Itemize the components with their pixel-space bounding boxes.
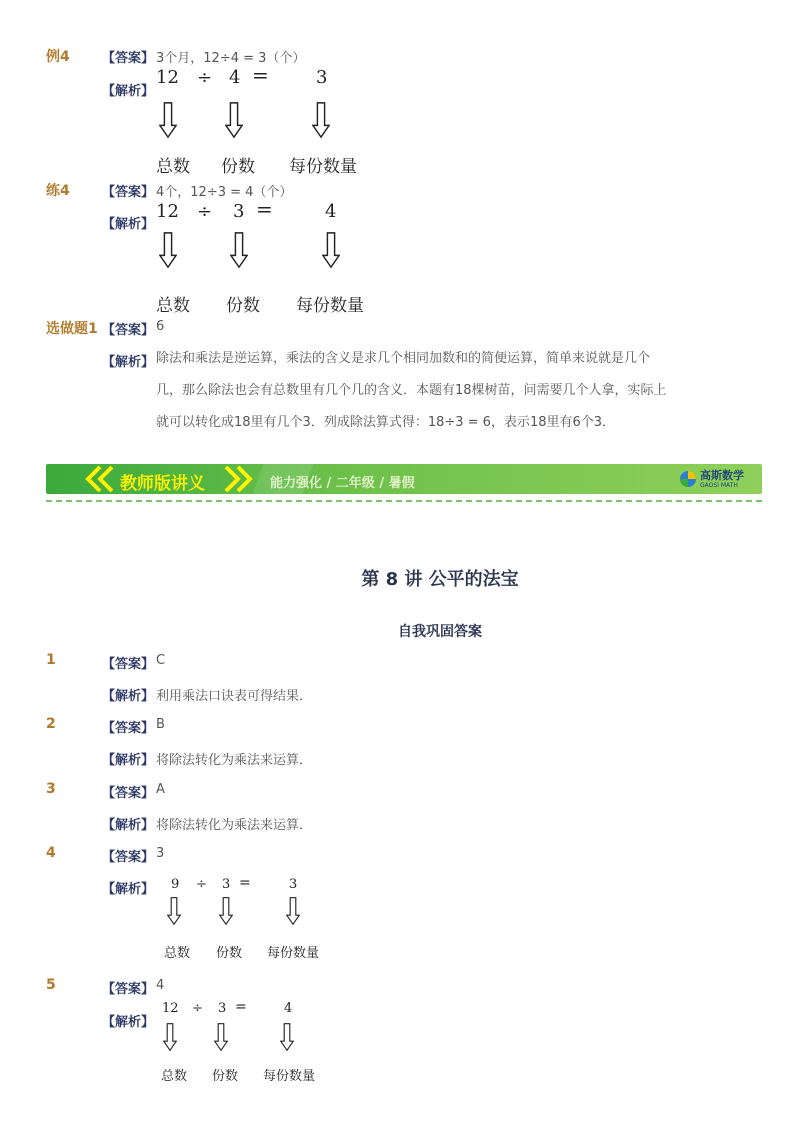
answer-label: 【答案】 xyxy=(102,323,155,338)
word-parts: 份数 xyxy=(216,946,243,961)
down-arrow-icon xyxy=(230,230,248,270)
section-subtitle: 自我巩固答案 xyxy=(398,624,482,640)
eq-parts: 3 xyxy=(222,877,231,892)
eq-total: 12 xyxy=(156,67,179,88)
optional-1-number: 选做题1 xyxy=(46,321,98,337)
down-arrow-icon xyxy=(280,1022,294,1052)
item-3-analysis: 将除法转化为乘法来运算． xyxy=(156,818,313,833)
eq-result: 3 xyxy=(316,67,328,88)
word-parts: 份数 xyxy=(212,1069,239,1084)
answer-label: 【答案】 xyxy=(102,721,155,736)
down-arrow-icon xyxy=(286,896,300,926)
item-1-answer: C xyxy=(156,653,166,668)
down-arrow-icon xyxy=(225,100,243,140)
answer-label: 【答案】 xyxy=(102,51,155,66)
word-per-part: 每份数量 xyxy=(263,1069,316,1084)
word-per-part: 每份数量 xyxy=(267,946,320,961)
down-arrow-icon xyxy=(167,896,181,926)
word-total: 总数 xyxy=(156,296,190,316)
item-1-analysis: 利用乘法口诀表可得结果． xyxy=(156,689,313,704)
analysis-label: 【解析】 xyxy=(102,818,155,833)
item-4-number: 4 xyxy=(46,845,56,861)
word-total: 总数 xyxy=(156,157,190,177)
answer-label: 【答案】 xyxy=(102,185,155,200)
item-2-answer: B xyxy=(156,717,165,732)
word-total: 总数 xyxy=(161,1069,188,1084)
word-parts: 份数 xyxy=(226,296,260,316)
analysis-label: 【解析】 xyxy=(102,217,155,232)
logo-subtext: GAOSI MATH xyxy=(700,482,738,489)
eq-parts: 3 xyxy=(233,201,245,222)
eq-equals: = xyxy=(235,999,247,1015)
down-arrow-icon xyxy=(214,1022,228,1052)
example-4-answer: 3个月，12÷4 = 3（个） xyxy=(156,51,306,66)
eq-parts: 3 xyxy=(218,1001,227,1016)
item-5-number: 5 xyxy=(46,977,56,993)
eq-total: 12 xyxy=(156,201,179,222)
analysis-line: 就可以转化成18里有几个3．列成除法算式得：18÷3 = 6，表示18里有6个3． xyxy=(156,415,616,430)
analysis-label: 【解析】 xyxy=(102,689,155,704)
teacher-edition-banner xyxy=(46,464,762,494)
eq-total: 9 xyxy=(171,877,180,892)
down-arrow-icon xyxy=(159,230,177,270)
item-5-answer: 4 xyxy=(156,978,165,993)
eq-parts: 4 xyxy=(229,67,241,88)
lecture-title: 第 8 讲 公平的法宝 xyxy=(361,569,519,590)
down-arrow-icon xyxy=(322,230,340,270)
answer-label: 【答案】 xyxy=(102,786,155,801)
optional-1-answer: 6 xyxy=(156,319,165,334)
example-4-number: 例4 xyxy=(46,49,70,65)
answer-label: 【答案】 xyxy=(102,982,155,997)
eq-divide: ÷ xyxy=(197,201,213,222)
optional-1-analysis xyxy=(156,343,716,439)
eq-divide: ÷ xyxy=(196,877,207,892)
chevron-left-icon xyxy=(80,464,122,494)
word-per-part: 每份数量 xyxy=(296,296,364,316)
banner-dashed-divider xyxy=(46,500,762,502)
eq-divide: ÷ xyxy=(192,1001,203,1016)
down-arrow-icon xyxy=(159,100,177,140)
gaosi-logo-icon xyxy=(678,469,698,489)
banner-teacher-title: 教师版讲义 xyxy=(120,474,205,494)
eq-result: 4 xyxy=(325,201,337,222)
analysis-label: 【解析】 xyxy=(102,753,155,768)
eq-equals: = xyxy=(239,875,251,891)
down-arrow-icon xyxy=(163,1022,177,1052)
analysis-line: 除法和乘法是逆运算，乘法的含义是求几个相同加数和的简便运算，简单来说就是几个 xyxy=(156,351,651,366)
practice-4-answer: 4个，12÷3 = 4（个） xyxy=(156,185,293,200)
down-arrow-icon xyxy=(312,100,330,140)
eq-result: 3 xyxy=(289,877,298,892)
item-3-number: 3 xyxy=(46,781,56,797)
eq-total: 12 xyxy=(162,1001,179,1016)
analysis-label: 【解析】 xyxy=(102,1015,155,1030)
answer-label: 【答案】 xyxy=(102,850,155,865)
eq-equals: = xyxy=(252,63,269,87)
banner-breadcrumb: 能力强化 / 二年级 / 暑假 xyxy=(270,476,415,491)
word-parts: 份数 xyxy=(221,157,255,177)
item-1-number: 1 xyxy=(46,652,56,668)
word-per-part: 每份数量 xyxy=(289,157,357,177)
item-2-analysis: 将除法转化为乘法来运算． xyxy=(156,753,313,768)
logo-text: 高斯数学 xyxy=(700,469,744,482)
eq-equals: = xyxy=(256,197,273,221)
eq-result: 4 xyxy=(284,1001,293,1016)
item-2-number: 2 xyxy=(46,716,56,732)
item-4-answer: 3 xyxy=(156,846,165,861)
analysis-line: 几，那么除法也会有总数里有几个几的含义．本题有18棵树苗，问需要几个人拿，实际上 xyxy=(156,383,667,398)
practice-4-number: 练4 xyxy=(46,183,70,199)
analysis-label: 【解析】 xyxy=(102,355,155,370)
item-3-answer: A xyxy=(156,782,165,797)
analysis-label: 【解析】 xyxy=(102,882,155,897)
down-arrow-icon xyxy=(219,896,233,926)
word-total: 总数 xyxy=(164,946,191,961)
analysis-label: 【解析】 xyxy=(102,84,155,99)
answer-label: 【答案】 xyxy=(102,657,155,672)
eq-divide: ÷ xyxy=(197,67,213,88)
